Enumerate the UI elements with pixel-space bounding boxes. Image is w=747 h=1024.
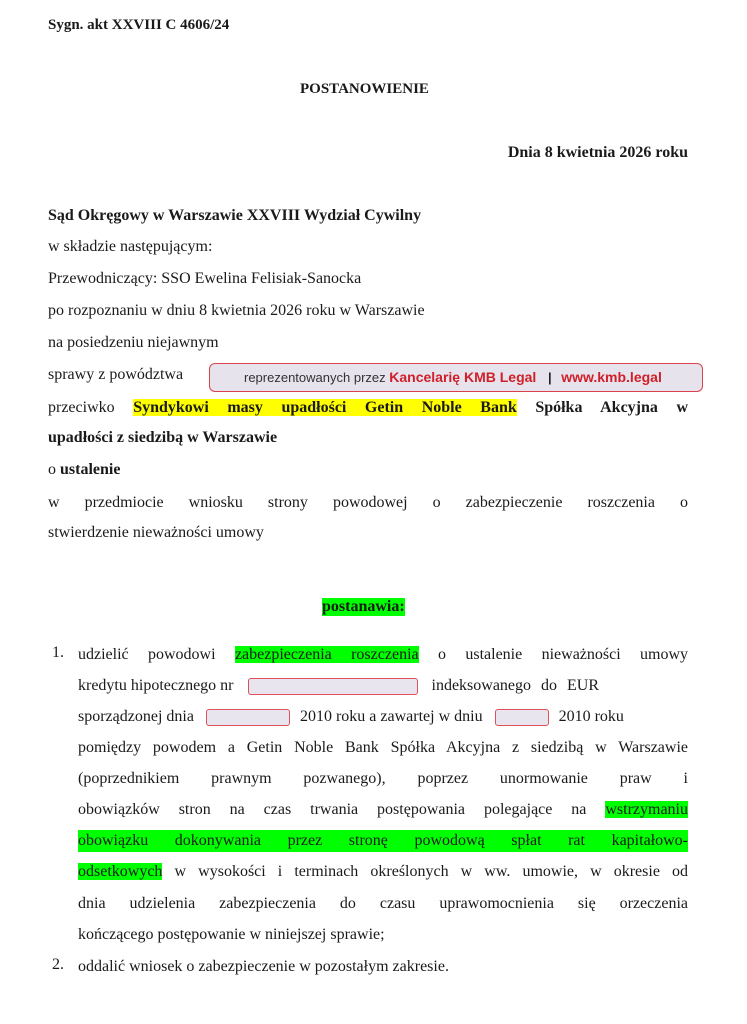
concluded-label: 2010 roku a zawartej w dniu xyxy=(299,708,483,725)
year-label: 2010 roku xyxy=(558,708,624,725)
item-1-line-8 xyxy=(78,861,688,883)
banner-separator: | xyxy=(547,370,552,385)
item-1-text-b: o ustalenie nieważności umowy xyxy=(438,646,689,663)
item-1-line-2 xyxy=(78,675,688,697)
item-2-number: 2. xyxy=(52,956,64,973)
banner-website-link[interactable]: www.kmb.legal xyxy=(561,369,662,385)
loan-label: kredytu hipotecznego nr xyxy=(78,677,234,694)
item-1-highlight-security: zabezpieczenia roszczenia xyxy=(234,646,419,663)
item-1-text-a: udzielić powodowi xyxy=(78,646,216,663)
item-2-text: oddalić wniosek o zabezpieczenie w pozostałym zakresie. xyxy=(78,958,449,975)
matter-line-2: stwierdzenie nieważności umowy xyxy=(48,524,264,541)
redacted-loan-number xyxy=(248,678,418,695)
matter-line-1: w przedmiocie wniosku strony powodowej o zabezpieczenie roszczenia o xyxy=(48,494,688,511)
defendant-name-highlight: Syndykowi masy upadłości Getin Noble Bank xyxy=(133,399,517,416)
ruling-date: Dnia 8 kwietnia 2026 roku xyxy=(507,144,688,161)
item-1-highlight-suspend: wstrzymaniu xyxy=(605,801,688,818)
item-1-line-4: pomiędzy powodem a Getin Noble Bank Spółka Akcyjna z siedzibą w Warszawie xyxy=(78,739,688,756)
defendant-line-2: upadłości z siedzibą w Warszawie xyxy=(48,429,278,446)
subject-value: ustalenie xyxy=(60,461,121,478)
presiding-judge: Przewodniczący: SSO Ewelina Felisiak-Sanocka xyxy=(48,270,362,287)
defendant-line xyxy=(48,397,688,419)
item-1-line-1 xyxy=(78,644,688,666)
document-title: POSTANOWIENIE xyxy=(300,81,429,97)
law-firm-banner xyxy=(209,363,703,392)
subject-prefix: o xyxy=(48,461,56,478)
item-1-line-10: kończącego postępowanie w niniejszej sprawie; xyxy=(78,926,385,943)
item-1-text-d: w wysokości i terminach określonych w ww. umowie, w okresie od xyxy=(174,863,689,880)
hearing-date-line: po rozpoznaniu w dniu 8 kwietnia 2026 roku w Warszawie xyxy=(48,302,425,319)
case-number: Sygn. akt XXVIII C 4606/24 xyxy=(48,17,230,33)
banner-firm-name: Kancelarię KMB Legal xyxy=(389,369,537,385)
session-type: na posiedzeniu niejawnym xyxy=(48,334,219,351)
court-name: Sąd Okręgowy w Warszawie XXVIII Wydział Cywilny xyxy=(48,207,422,224)
subject-line xyxy=(48,461,120,479)
item-1-line-9: dnia udzielenia zabezpieczenia do czasu uprawomocnienia się orzeczenia xyxy=(78,895,688,912)
item-1-line-3 xyxy=(78,706,688,728)
ruling-heading: postanawia: xyxy=(322,598,405,615)
plaintiff-line: sprawy z powództwa xyxy=(48,366,184,383)
item-1-text-c: obowiązków stron na czas trwania postępowania polegające na xyxy=(78,801,587,818)
item-1-highlight-interest: odsetkowych xyxy=(78,863,163,880)
defendant-name-rest: Spółka Akcyjna w xyxy=(535,399,689,416)
item-1-line-6 xyxy=(78,799,688,821)
currency-text: indeksowanego do EUR xyxy=(431,677,600,694)
drawn-up-label: sporządzonej dnia xyxy=(78,708,194,725)
banner-prefix: reprezentowanych przez xyxy=(244,370,386,385)
item-1-line-7: obowiązku dokonywania przez stronę powodową spłat rat kapitałowo- xyxy=(78,830,688,852)
composition-line: w składzie następującym: xyxy=(48,238,213,255)
item-1-number: 1. xyxy=(52,644,64,661)
against-word: przeciwko xyxy=(48,399,115,416)
redacted-date-1 xyxy=(206,709,290,726)
redacted-date-2 xyxy=(495,709,549,726)
item-1-line-5: (poprzednikiem prawnym pozwanego), poprzez unormowanie praw i xyxy=(78,770,688,787)
